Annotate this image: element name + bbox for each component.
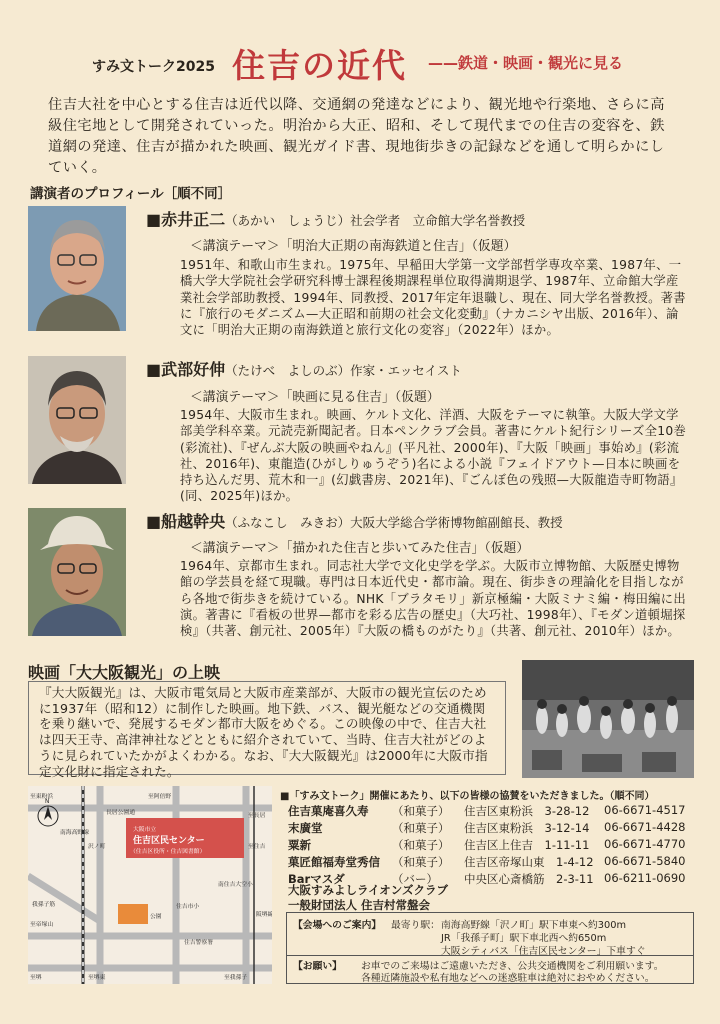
speaker-ruby: （あかい しょうじ）: [225, 213, 351, 228]
map-center-name: 住吉区民センター: [133, 836, 205, 846]
access-line: 大阪シティバス「住吉区民センター」下車すぐ: [441, 946, 646, 957]
map-label: 住吉市小: [176, 904, 200, 910]
access-line: JR「我孫子町」駅下車北西へ約650m: [441, 933, 607, 944]
sponsor-name: 粟新: [288, 838, 311, 852]
speaker-theme-funakoshi: ＜講演テーマ＞「描かれた住吉と歩いてみた住吉」（仮題）: [190, 541, 530, 556]
event-series: すみ文トーク2025: [92, 59, 215, 75]
speaker-theme-takebe: ＜講演テーマ＞「映画に見る住吉」（仮題）: [190, 390, 440, 405]
sponsor-address: 住吉区東粉浜 3-28-12: [464, 804, 590, 818]
sponsor-tel: 06-6671-5840: [604, 854, 686, 868]
sponsor-name: Barマスダ: [288, 872, 345, 886]
speaker-bio-akai: 1951年、和歌山市生まれ。1975年、早稲田大学第一文学部哲学専攻卒業、1987年、一橋大学大学院社会学研究科博士課程後期課程単位取得満期退学、1987年、立命館大学産業社会学部助教授、1994年、同教授、2017年定年退職し、現在、同大学名誉教授。著書に『旅行のモダニズム—大正昭和前期の社会文化変動』（ナカニシヤ出版、2016年）、論文に「明治大正期の南海鉄道と旅行文化の変容」（2022年）ほか。: [180, 258, 686, 338]
speaker-name-akai: [146, 207, 525, 230]
map-label: 至阿倍野: [148, 794, 172, 800]
sponsor-address: 住吉区帝塚山東 1-4-12: [464, 855, 594, 869]
sponsor-tel: 06-6211-0690: [604, 871, 686, 885]
speaker-role: 社会学者 立命館大学名誉教授: [350, 213, 526, 228]
page-title: 住吉の近代: [232, 46, 407, 85]
access-nearest: 最寄り駅：: [391, 920, 440, 931]
venue-map: [28, 786, 272, 984]
sponsor-tel: 06-6671-4517: [604, 803, 686, 817]
film-still-image: [522, 660, 694, 778]
sponsor-address: 中央区心斎橋筋 2-3-11: [464, 872, 594, 886]
sponsor-org: 一般財団法人 住吉村常盤会: [288, 898, 431, 912]
map-label: 長居公園通: [106, 810, 135, 816]
sponsor-name: 菓匠館福寿堂秀信: [288, 855, 380, 869]
map-label: 沢ノ町: [88, 844, 106, 850]
map-label: 住吉警察署: [184, 940, 213, 946]
film-description: 『大大阪観光』は、大阪市電気局と大阪市産業部が、大阪市の観光宣伝のために1937年（昭和12）に制作した映画。地下鉄、バス、観光艇などの交通機関を乗り継いで、発展するモダン都市大阪をめぐる。この映像の中で、住吉大社は四天王寺、高津神社などとともに紹介されていて、当時、住吉大社がどのように見られていたかがよくわかる。なお、『大大阪観光』は2000年に大阪市指定文化財に指定された。: [28, 681, 506, 775]
profiles-heading: 講演者のプロフィール［順不同］: [30, 186, 232, 202]
sponsors-heading: ■「すみ文トーク」開催にあたり、以下の皆様の協賛をいただきました。（順不同）: [280, 791, 655, 802]
speaker-photo-takebe: [28, 356, 126, 484]
speaker-name-text: ■赤井正二: [146, 210, 226, 229]
intro-text: 住吉大社を中心とする住吉は近代以降、交通網の発達などにより、観光地や行楽地、さらに高級住宅地として開発されていった。明治から大正、昭和、そして現代までの住吉の変容を、鉄道網の発達、住吉が描かれた映画、観光ガイド書、現地街歩きの記録などを通して明らかにしていく。: [48, 97, 665, 176]
request-line: 各種近隣施設や私有地などへの迷惑駐車は絶対におやめください。: [361, 973, 655, 984]
access-box: [286, 912, 694, 956]
request-label: 【お願い】: [293, 961, 342, 972]
map-label: 南住吉大空小: [218, 882, 253, 888]
speaker-ruby: （たけべ よしのぶ）: [225, 363, 351, 378]
speaker-name-text: ■武部好伸: [146, 360, 226, 379]
page-subtitle: ——鉄道・映画・観光に見る: [428, 54, 624, 72]
speaker-role: 作家・エッセイスト: [350, 363, 462, 378]
speaker-theme-akai: ＜講演テーマ＞「明治大正期の南海鉄道と住吉」（仮題）: [190, 239, 517, 254]
speaker-bio-funakoshi: 1964年、京都市生まれ。同志社大学で文化史学を学ぶ。大阪市立博物館、大阪歴史博物館の学芸員を経て現職。専門は日本近代史・都市論。現在、街歩きの理論化を目指しながら各地で街歩きを続けている。NHK「ブラタモリ」新京極編・大阪ミナミ編・梅田編に出演。著書に『看板の世界—都市を彩る広告の歴史』（大巧社、1998年）、『モダン道頓堀探検』（共著、創元社、2005年）『大阪の橋ものがたり』（共著、創元社、2010年）ほか。: [180, 559, 686, 639]
speaker-photo-akai: [28, 206, 126, 331]
map-label: 至東粉浜: [30, 794, 54, 800]
north-arrow-label: N: [45, 799, 50, 805]
map-label: 至我孫子: [224, 975, 248, 981]
sponsor-type: （和菓子）: [392, 855, 450, 869]
sponsor-type: （和菓子）: [392, 821, 450, 835]
map-label: 阪堺線: [256, 912, 272, 918]
sponsor-type: （和菓子）: [392, 838, 450, 852]
speaker-name-funakoshi: [146, 509, 563, 532]
sponsor-type: （バー）: [392, 872, 438, 886]
sponsor-org: 大阪すみよしライオンズクラブ: [288, 883, 448, 897]
sponsor-name: 住吉菓庵喜久寿: [288, 804, 369, 818]
speaker-ruby: （ふなこし みきお）: [225, 515, 351, 530]
map-label: 南海高野線: [60, 830, 89, 836]
map-label: 至長居: [248, 813, 266, 819]
sponsor-tel: 06-6671-4428: [604, 820, 686, 834]
access-line: 南海高野線「沢ノ町」駅下車東へ約300m: [441, 920, 626, 931]
map-label: 至帝塚山: [30, 922, 54, 928]
sponsor-name: 末廣堂: [288, 821, 323, 835]
map-label: 至堺: [30, 975, 42, 981]
access-label: 【会場へのご案内】: [293, 920, 382, 931]
map-label: 至堺東: [88, 975, 106, 981]
request-box: [286, 956, 694, 984]
map-center-note: （住吉区役所・住吉図書館）: [130, 849, 206, 855]
map-center-sub: 大阪市立: [133, 827, 157, 833]
film-heading: 映画「大大阪観光」の上映: [28, 663, 221, 682]
sponsor-type: （和菓子）: [392, 804, 450, 818]
speaker-name-text: ■船越幹央: [146, 512, 226, 531]
request-line: お車でのご来場はご遠慮いただき、公共交通機関をご利用願います。: [361, 961, 664, 972]
speaker-role: 大阪大学総合学術博物館副館長、教授: [350, 515, 563, 530]
map-label: 至住吉: [248, 844, 266, 850]
sponsor-address: 住吉区東粉浜 3-12-14: [464, 821, 590, 835]
sponsor-tel: 06-6671-4770: [604, 837, 686, 851]
sponsor-address: 住吉区上住吉 1-11-11: [464, 838, 590, 852]
speaker-name-takebe: [146, 357, 462, 380]
speaker-photo-funakoshi: [28, 508, 126, 636]
map-label: 公園: [150, 914, 162, 920]
map-label: 我孫子筋: [32, 902, 56, 908]
speaker-bio-takebe: 1954年、大阪市生まれ。映画、ケルト文化、洋酒、大阪をテーマに執筆。大阪大学文学部美学科卒業。元読売新聞記者。日本ペンクラブ会員。著書にケルト紀行シリーズ全10巻(彩流社)、『ぜんぶ大阪の映画やねん』(平凡社、2000年)、『大阪「映画」事始め』(彩流社、2016年)、東龍造(ひがしりゅうぞう)名による小説『フェイドアウト—日本に映画を持ち込んだ男、荒木和一』(幻戯書房、2021年)、『ごんぼ色の残照—大阪龍造寺町物語』(同、2025年)ほか。: [180, 408, 687, 504]
